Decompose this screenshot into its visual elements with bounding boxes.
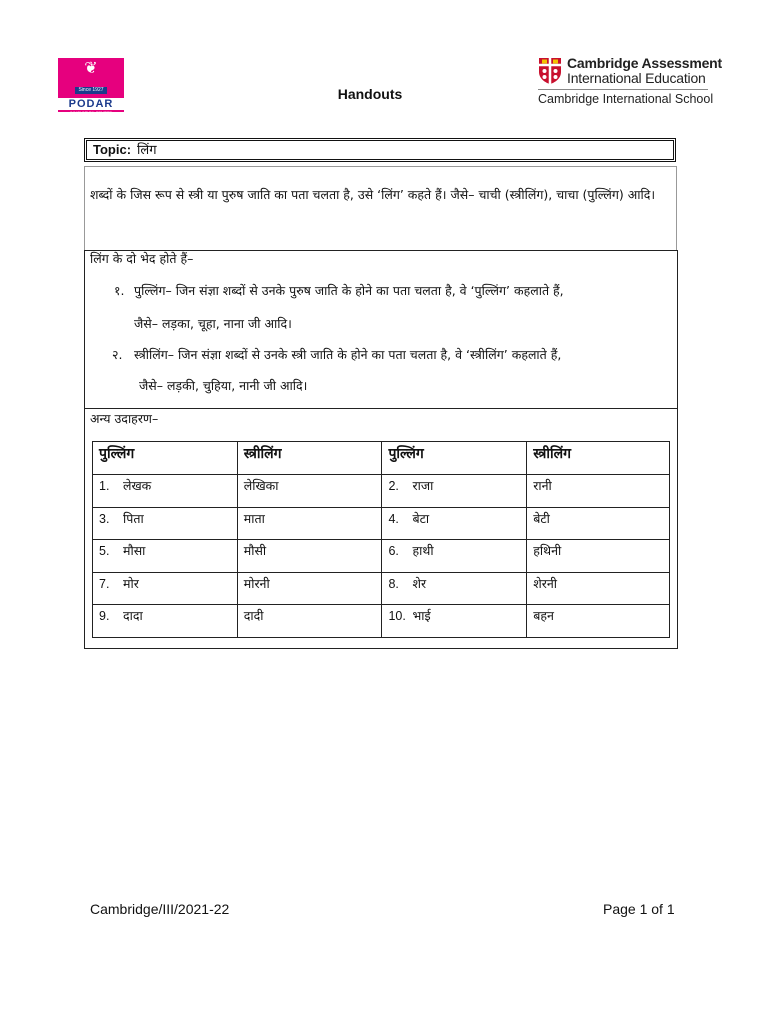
feminine-cell: रानी [527,475,670,508]
topic-value: लिंग [137,143,157,158]
cambridge-line2: International Education [567,70,706,86]
podar-subtitle: INNOVATION CENTRE [70,110,112,115]
podar-logo [58,58,124,115]
podar-since: Since 1927 [75,87,106,94]
cambridge-school: Cambridge International School [538,92,714,106]
page-number: Page 1 of 1 [603,901,675,917]
masculine-word: शेर [412,575,427,591]
masculine-cell [93,605,238,638]
header-feminine-1: स्त्रीलिंग [237,442,382,475]
feminine-cell: दादी [237,605,382,638]
topic-box [84,138,676,162]
type2-example: जैसे– लड़की, चुहिया, नानी जी आदि। [139,378,308,393]
cambridge-divider [538,89,708,90]
podar-name: PODAR [58,98,124,110]
type1-example: जैसे– लड़का, चूहा, नाना जी आदि। [134,316,292,331]
tree-icon: ❦ [84,60,98,77]
masculine-word: भाई [412,608,431,623]
row-number: 10. [388,609,406,623]
masculine-word: लेखक [122,478,152,493]
row-number: 4. [388,511,399,526]
feminine-cell: हथिनी [527,540,670,573]
footer-reference: Cambridge/III/2021-22 [90,901,230,917]
masculine-cell [382,540,527,573]
masculine-word: मोर [122,575,139,591]
row-number: 7. [99,576,110,591]
examples-intro: अन्य उदाहरण– [90,411,159,426]
cambridge-line1: Cambridge Assessment [567,55,722,71]
header-feminine-2: स्त्रीलिंग [527,442,670,475]
masculine-cell [93,475,238,508]
row-number: 6. [388,544,399,558]
masculine-cell [382,605,527,638]
masculine-word: राजा [412,478,434,493]
masculine-word: बेटा [412,510,430,526]
feminine-cell: मोरनी [237,572,382,605]
masculine-word: मौसा [122,543,146,558]
table-row [93,507,670,540]
table-row [93,475,670,508]
masculine-cell [382,572,527,605]
feminine-cell: माता [237,507,382,540]
table-header-row [93,442,670,475]
header-masculine-1: पुल्लिंग [93,442,238,475]
masculine-cell [382,475,527,508]
feminine-cell: मौसी [237,540,382,573]
masculine-cell [93,572,238,605]
feminine-cell: लेखिका [237,475,382,508]
row-number: 5. [99,544,110,558]
table-row [93,572,670,605]
row-number: 2. [388,479,399,493]
feminine-cell: बेटी [527,507,670,540]
type1-number: १. [114,283,125,298]
topic-label: Topic: [93,142,132,157]
definition-text: शब्दों के जिस रूप से स्त्री या पुरुष जाति का पता चलता है, उसे ‘लिंग’ कहते हैं। जैसे– चाची (स्त्रीलिंग), चाचा (पुल्लिंग) आदि। [90,187,656,202]
masculine-word: पिता [122,510,144,526]
masculine-word: दादा [122,608,143,623]
table-row [93,540,670,573]
table-row [93,605,670,638]
page-title: Handouts [337,86,403,102]
type2-text: स्त्रीलिंग– जिन संज्ञा शब्दों से उनके स्त्री जाति के होने का पता चलता है, वे ‘स्त्रीलिंग’ कहलाते हैं, [134,347,562,362]
type2-number: २. [112,347,123,362]
masculine-cell [93,507,238,540]
masculine-word: हाथी [412,543,434,558]
header-masculine-2: पुल्लिंग [382,442,527,475]
masculine-cell [93,540,238,573]
examples-table [92,441,670,638]
feminine-cell: बहन [527,605,670,638]
row-number: 3. [99,511,110,526]
row-number: 9. [99,609,110,623]
cambridge-shield-icon [538,57,562,85]
types-intro: लिंग के दो भेद होते हैं– [90,251,194,266]
masculine-cell [382,507,527,540]
row-number: 1. [99,479,110,493]
type1-text: पुल्लिंग– जिन संज्ञा शब्दों से उनके पुरुष जाति के होने का पता चलता है, वे ‘पुल्लिंग’ कहलाते हैं, [134,283,564,298]
feminine-cell: शेरनी [527,572,670,605]
row-number: 8. [388,576,399,591]
section-divider [84,408,678,409]
